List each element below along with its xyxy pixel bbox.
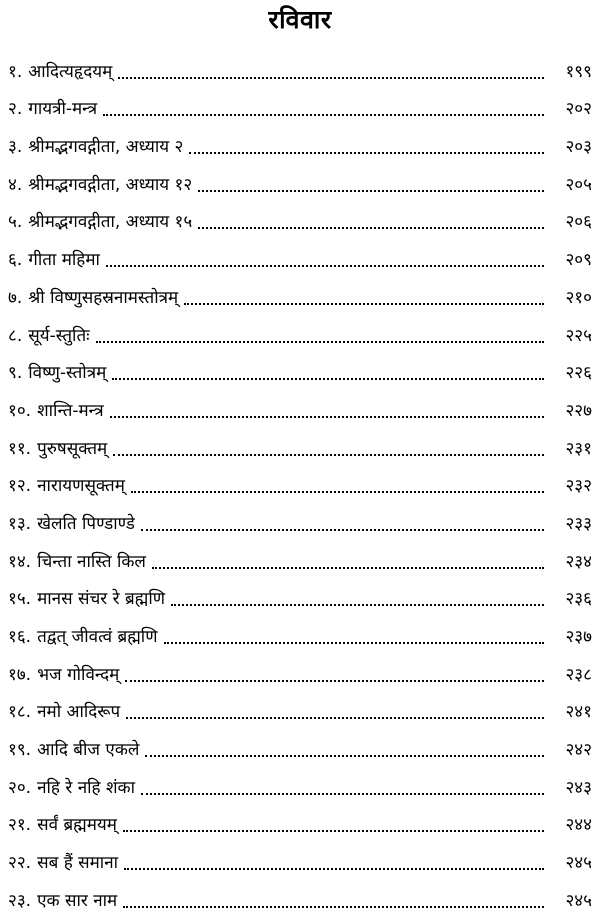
toc-entry-page-number: २१०: [565, 287, 592, 308]
dot-leader: [125, 680, 544, 682]
dot-leader: [103, 114, 544, 116]
toc-entry: [0, 612, 600, 650]
toc-entry-label: [8, 699, 120, 725]
dot-leader: [131, 491, 544, 493]
toc-entry-number: ४.: [8, 174, 23, 195]
toc-entry-page-number: २२५: [565, 325, 592, 346]
dot-leader: [110, 416, 544, 418]
toc-entry-number: १८.: [8, 702, 32, 723]
toc-entry-page-number: २३१: [565, 438, 592, 459]
toc-entry-title: तद्वत् जीवत्वं ब्रह्मणि: [37, 627, 158, 647]
toc-entry-label: [8, 511, 135, 537]
toc-entry: [0, 462, 600, 500]
toc-entry-number: १४.: [8, 551, 32, 572]
toc-entry-label: [8, 398, 104, 424]
dot-leader: [118, 77, 544, 79]
toc-entry: [0, 311, 600, 349]
toc-entry: [0, 160, 600, 198]
toc-entry: [0, 650, 600, 688]
toc-entry: [0, 386, 600, 424]
toc-entry-label: [8, 624, 158, 650]
toc-entry-page-number: २०९: [565, 250, 592, 271]
toc-entry-label: [8, 59, 112, 85]
dot-leader: [141, 793, 544, 795]
toc-entry-title: श्रीमद्भगवद्गीता, अध्याय १२: [28, 174, 193, 195]
toc-entry-title: शान्ति-मन्त्र: [37, 400, 104, 421]
dot-leader: [152, 567, 544, 569]
toc-entry-number: १.: [8, 61, 23, 82]
toc-entry-number: ९.: [8, 363, 23, 384]
toc-entry-label: [8, 586, 165, 612]
toc-entry: [0, 838, 600, 876]
toc-entry-label: [8, 549, 146, 575]
toc-entry-label: [8, 172, 192, 198]
toc-entry-title: सब हैं समाना: [37, 853, 119, 874]
toc-entry-page-number: २४२: [565, 740, 592, 761]
toc-entry-title: भज गोविन्दम्: [37, 664, 120, 685]
dot-leader: [141, 529, 544, 531]
toc-entry-title: गीता महिमा: [28, 250, 100, 271]
toc-entry-label: [8, 285, 178, 311]
toc-entry-title: श्रीमद्भगवद्गीता, अध्याय २: [28, 137, 184, 158]
toc-entry-label: [8, 96, 97, 122]
page-title: रविवार: [268, 5, 332, 34]
toc-entry: [0, 499, 600, 537]
toc-entry-label: [8, 247, 100, 273]
toc-entry: [0, 235, 600, 273]
toc-entry-number: २.: [8, 99, 23, 120]
toc-entry-number: १६.: [8, 627, 32, 647]
toc-entry-page-number: २४३: [565, 777, 592, 798]
dot-leader: [198, 190, 544, 192]
toc-entry-page-number: २२७: [565, 400, 592, 421]
dot-leader: [198, 227, 544, 229]
toc-entry-label: [8, 209, 192, 235]
toc-entry-number: १७.: [8, 664, 32, 685]
toc-entry-page-number: २०६: [565, 212, 592, 233]
dot-leader: [124, 868, 544, 870]
toc-entry-page-number: २०३: [565, 137, 592, 158]
toc-entry-number: ३.: [8, 137, 23, 158]
toc-entry: [0, 349, 600, 387]
toc-entry-page-number: २३८: [565, 664, 592, 685]
toc-entry: [0, 575, 600, 613]
toc-entry-page-number: २४५: [565, 853, 592, 874]
table-of-contents: [0, 47, 600, 914]
dot-leader: [189, 152, 544, 154]
toc-entry-title: खेलति पिण्डाण्डे: [37, 513, 135, 534]
toc-entry-title: सूर्य-स्तुतिः: [28, 325, 90, 346]
dot-leader: [112, 378, 544, 380]
toc-entry-title: विष्णु-स्तोत्रम्: [28, 363, 107, 384]
dot-leader: [123, 906, 544, 908]
toc-entry: [0, 198, 600, 236]
dot-leader: [145, 755, 544, 757]
toc-entry-number: १३.: [8, 513, 32, 534]
toc-entry: [0, 424, 600, 462]
toc-entry: [0, 688, 600, 726]
toc-entry-number: १०.: [8, 400, 32, 421]
toc-entry-title: आदित्यहृदयम्: [28, 61, 113, 82]
toc-entry-label: [8, 360, 106, 386]
toc-entry: [0, 85, 600, 123]
toc-entry-number: ११.: [8, 438, 32, 459]
toc-entry: [0, 725, 600, 763]
toc-entry-page-number: २४५: [565, 890, 592, 911]
toc-entry-number: १९.: [8, 740, 32, 761]
toc-entry: [0, 47, 600, 85]
toc-entry-title: सर्वं ब्रह्ममयम्: [37, 815, 117, 836]
dot-leader: [184, 303, 544, 305]
dot-leader: [106, 265, 544, 267]
toc-entry-label: [8, 436, 107, 462]
toc-entry: [0, 273, 600, 311]
toc-entry-number: २२.: [8, 853, 32, 874]
toc-entry-page-number: २४४: [565, 815, 592, 836]
toc-entry: [0, 801, 600, 839]
toc-entry-title: गायत्री-मन्त्र: [28, 99, 98, 120]
toc-entry: [0, 122, 600, 160]
toc-entry-title: चिन्ता नास्ति किल: [37, 551, 146, 572]
toc-entry-title: श्री विष्णुसहस्रनामस्तोत्रम्: [28, 287, 179, 308]
toc-entry-number: २१.: [8, 815, 32, 836]
toc-entry-number: २०.: [8, 777, 32, 798]
toc-entry-title: श्रीमद्भगवद्गीता, अध्याय १५: [28, 212, 193, 233]
toc-entry-number: १५.: [8, 589, 32, 610]
dot-leader: [164, 642, 544, 644]
dot-leader: [96, 341, 544, 343]
toc-entry-title: नारायणसूक्तम्: [37, 476, 125, 497]
toc-entry-label: [8, 812, 117, 838]
toc-entry-title: पुरुषसूक्तम्: [37, 438, 108, 459]
toc-entry-number: ८.: [8, 325, 23, 346]
toc-entry-page-number: २३७: [565, 627, 592, 647]
toc-entry-title: नमो आदिरूप: [37, 702, 121, 723]
toc-entry-number: १२.: [8, 476, 32, 497]
toc-entry-number: ६.: [8, 250, 23, 271]
dot-leader: [123, 830, 544, 832]
toc-entry-label: [8, 850, 118, 876]
toc-entry-label: [8, 473, 125, 499]
toc-entry-title: एक सार नाम: [37, 890, 118, 911]
toc-entry-page-number: २४१: [565, 702, 592, 723]
dot-leader: [126, 717, 544, 719]
toc-entry-page-number: २३४: [565, 551, 592, 572]
toc-entry-title: आदि बीज एकले: [37, 740, 140, 761]
toc-entry-title: मानस संचर रे ब्रह्मणि: [37, 589, 166, 610]
toc-entry: [0, 537, 600, 575]
toc-entry-number: २३.: [8, 890, 32, 911]
toc-entry-label: [8, 737, 139, 763]
dot-leader: [171, 604, 544, 606]
toc-entry: [0, 876, 600, 914]
toc-entry-page-number: २२६: [565, 363, 592, 384]
toc-entry: [0, 763, 600, 801]
toc-entry-label: [8, 775, 135, 801]
toc-entry-title: नहि रे नहि शंका: [37, 777, 136, 798]
toc-entry-page-number: २०५: [565, 174, 592, 195]
toc-entry-label: [8, 662, 119, 688]
toc-entry-number: ७.: [8, 287, 23, 308]
dot-leader: [113, 454, 544, 456]
toc-entry-label: [8, 323, 90, 349]
toc-entry-page-number: २३६: [565, 589, 592, 610]
toc-entry-page-number: २०२: [565, 99, 592, 120]
toc-entry-page-number: २३२: [565, 476, 592, 497]
toc-entry-label: [8, 134, 183, 160]
toc-entry-page-number: २३३: [565, 513, 592, 534]
toc-entry-page-number: १९९: [565, 61, 592, 82]
toc-entry-number: ५.: [8, 212, 23, 233]
